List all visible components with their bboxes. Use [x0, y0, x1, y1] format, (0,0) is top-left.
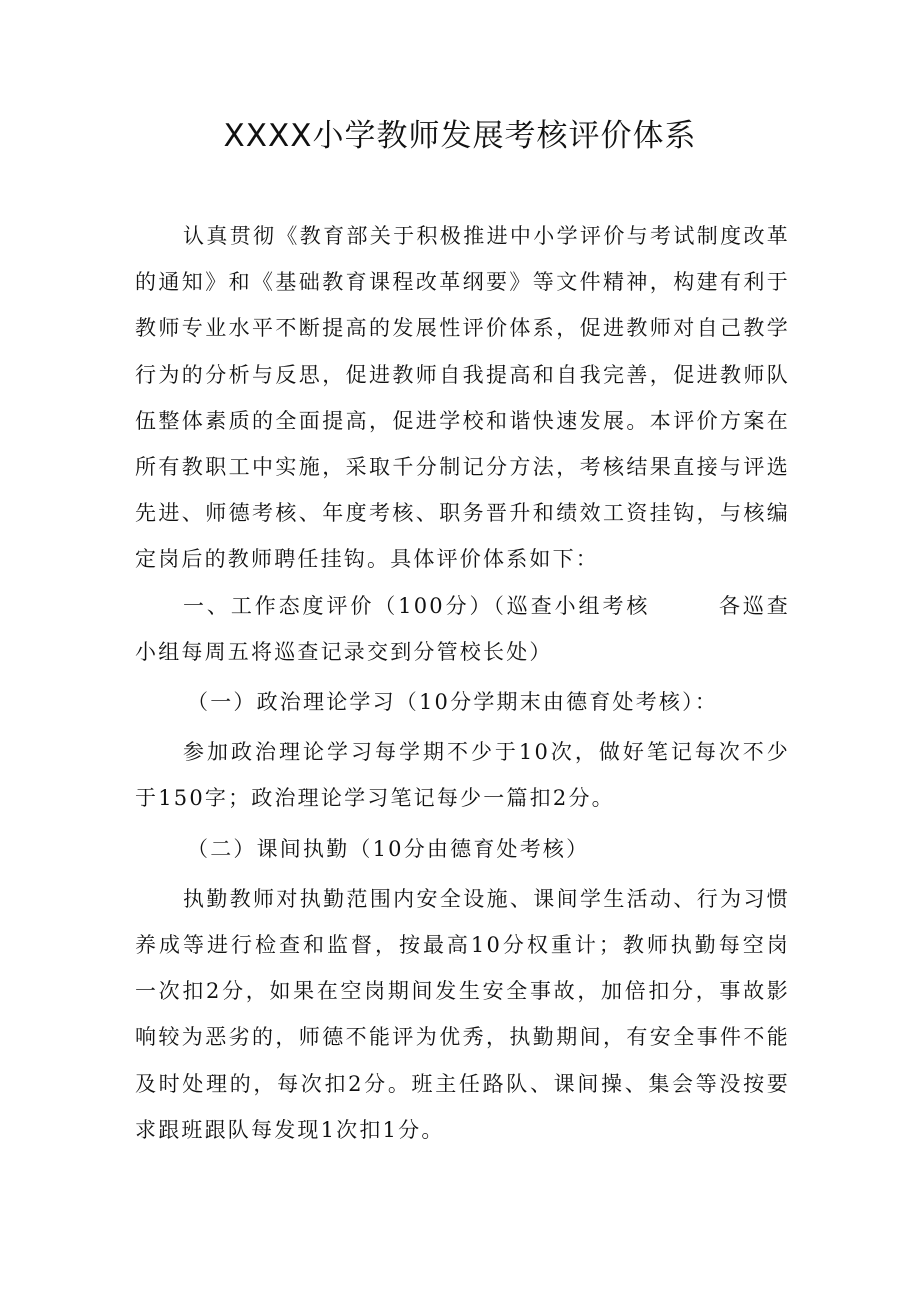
subsection-2-body: 执勤教师对执勤范围内安全设施、课间学生活动、行为习惯养成等进行检查和监督，按最高10分权重计；教师执勤每空岗一次扣2分，如果在空岗期间发生安全事故，加倍扣分，事故影响较为恶劣的，师德不能评为优秀，执勤期间，有安全事件不能及时处理的，每次扣2分。班主任路队、课间操、集会等没按要求跟班跟队每发现1次扣1分。: [135, 886, 790, 1142]
document-body: [135, 213, 790, 1153]
document-title: XXXX小学教师发展考核评价体系: [223, 118, 697, 154]
subsection-1-heading: （一）政治理论学习（10分学期末由德育处考核）：: [187, 690, 719, 715]
intro-paragraph: 认真贯彻《教育部关于积极推进中小学评价与考试制度改革的通知》和《基础教育课程改革纲要》等文件精神，构建有利于教师专业水平不断提高的发展性评价体系，促进教师对自己教学行为的分析与反思，促进教师自我提高和自我完善，促进教师队伍整体素质的全面提高，促进学校和谐快速发展。本评价方案在所有教职工中实施，采取千分制记分方法，考核结果直接与评选先进、师德考核、年度考核、职务晋升和绩效工资挂钩，与核编定岗后的教师聘任挂钩。具体评价体系如下：: [135, 224, 790, 572]
section-1-heading-part2: 各巡查小组每周五将巡查记录交到分管校长处）: [135, 593, 790, 664]
section-1-heading: [135, 583, 790, 675]
subsection-2-heading: （二）课间执勤（10分由德育处考核）: [187, 836, 590, 861]
subsection-1-body: 参加政治理论学习每学期不少于10次，做好笔记每次不少于150字；政治理论学习笔记每少一篇扣2分。: [135, 740, 790, 811]
section-1-heading-part1: 一、工作态度评价（100分）（巡查小组考核: [183, 593, 651, 618]
